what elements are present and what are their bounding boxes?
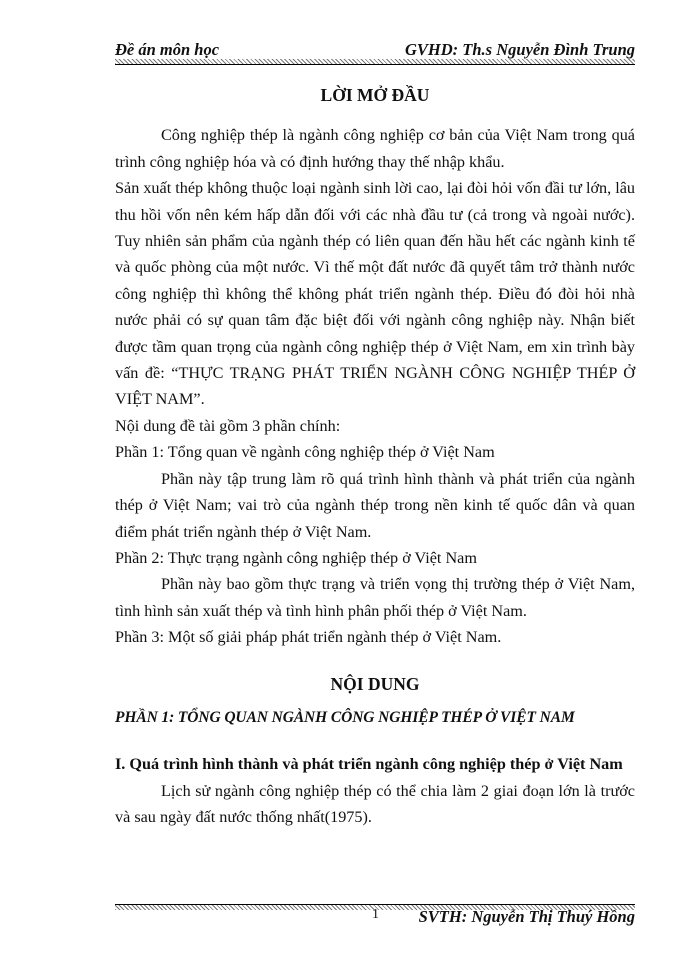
page-title: LỜI MỞ ĐẦU: [320, 85, 430, 105]
section-heading: I. Quá trình hình thành và phát triển ngành công nghiệp thép ở Việt Nam: [115, 755, 623, 774]
footer-student: SVTH: Nguyễn Thị Thuý Hồng: [418, 907, 635, 926]
part-2-description: Phần này bao gồm thực trạng và triển vọng thị trường thép ở Việt Nam, tình hình sản xuất thép và tình hình phân phối thép ở Việt Nam.: [115, 575, 635, 620]
part-2-label: Phần 2: Thực trạng ngành công nghiệp thép ở Việt Nam: [115, 548, 477, 567]
document-body: [115, 82, 635, 831]
header-rule: [115, 59, 635, 65]
intro-paragraph-3: Nội dung đề tài gồm 3 phần chính:: [115, 416, 341, 435]
intro-paragraph-2: Sản xuất thép không thuộc loại ngành sinh lời cao, lại đòi hỏi vốn đầi tư lớn, lâu thu hồi vốn nên kém hấp dẫn đối với các nhà đầu tư (cả trong và ngoài nước). Tuy nhiên sản phẩm của ngành thép có liên quan đến hầu hết các ngành kinh tế và quốc phòng của một nước. Vì thế một đất nước đã quyết tâm trở thành nước công nghiệp thì không thể không phát triển ngành thép. Điều đó đòi hỏi nhà nước phải có sự quan tâm đặc biệt đối với ngành công nghiệp này. Nhận biết được tầm quan trọng của ngành công nghiệp thép ở Việt Nam, em xin trình bày vấn đề: “THỰC TRẠNG PHÁT TRIỂN NGÀNH CÔNG NGHIỆP THÉP Ở VIỆT NAM”.: [115, 179, 635, 409]
content-title: NỘI DUNG: [330, 673, 420, 694]
page-footer: [115, 906, 635, 928]
intro-paragraph-1: Công nghiệp thép là ngành công nghiệp cơ bản của Việt Nam trong quá trình công nghiệp hóa và có định hướng thay thế nhập khẩu.: [115, 126, 635, 171]
header-course: Đề án môn học: [115, 40, 220, 59]
part-3-label: Phần 3: Một số giải pháp phát triển ngành thép ở Việt Nam.: [115, 628, 502, 647]
part-title: PHẦN 1: TỔNG QUAN NGÀNH CÔNG NGHIỆP THÉP Ở VIỆT NAM: [115, 708, 575, 726]
section-paragraph: Lịch sử ngành công nghiệp thép có thể chia làm 2 giai đoạn lớn là trước và sau ngày đất nước thống nhất(1975).: [115, 781, 635, 827]
header-advisor: GVHD: Th.s Nguyễn Đình Trung: [405, 40, 635, 59]
part-1-label: Phần 1: Tổng quan về ngành công nghiệp thép ở Việt Nam: [115, 443, 495, 462]
page-number: 1: [372, 907, 379, 922]
part-1-description: Phần này tập trung làm rõ quá trình hình thành và phát triển của ngành thép ở Việt Nam; vai trò của ngành thép trong nền kinh tế quốc dân và quan điểm phát triển ngành thép ở Việt Nam.: [115, 469, 635, 541]
